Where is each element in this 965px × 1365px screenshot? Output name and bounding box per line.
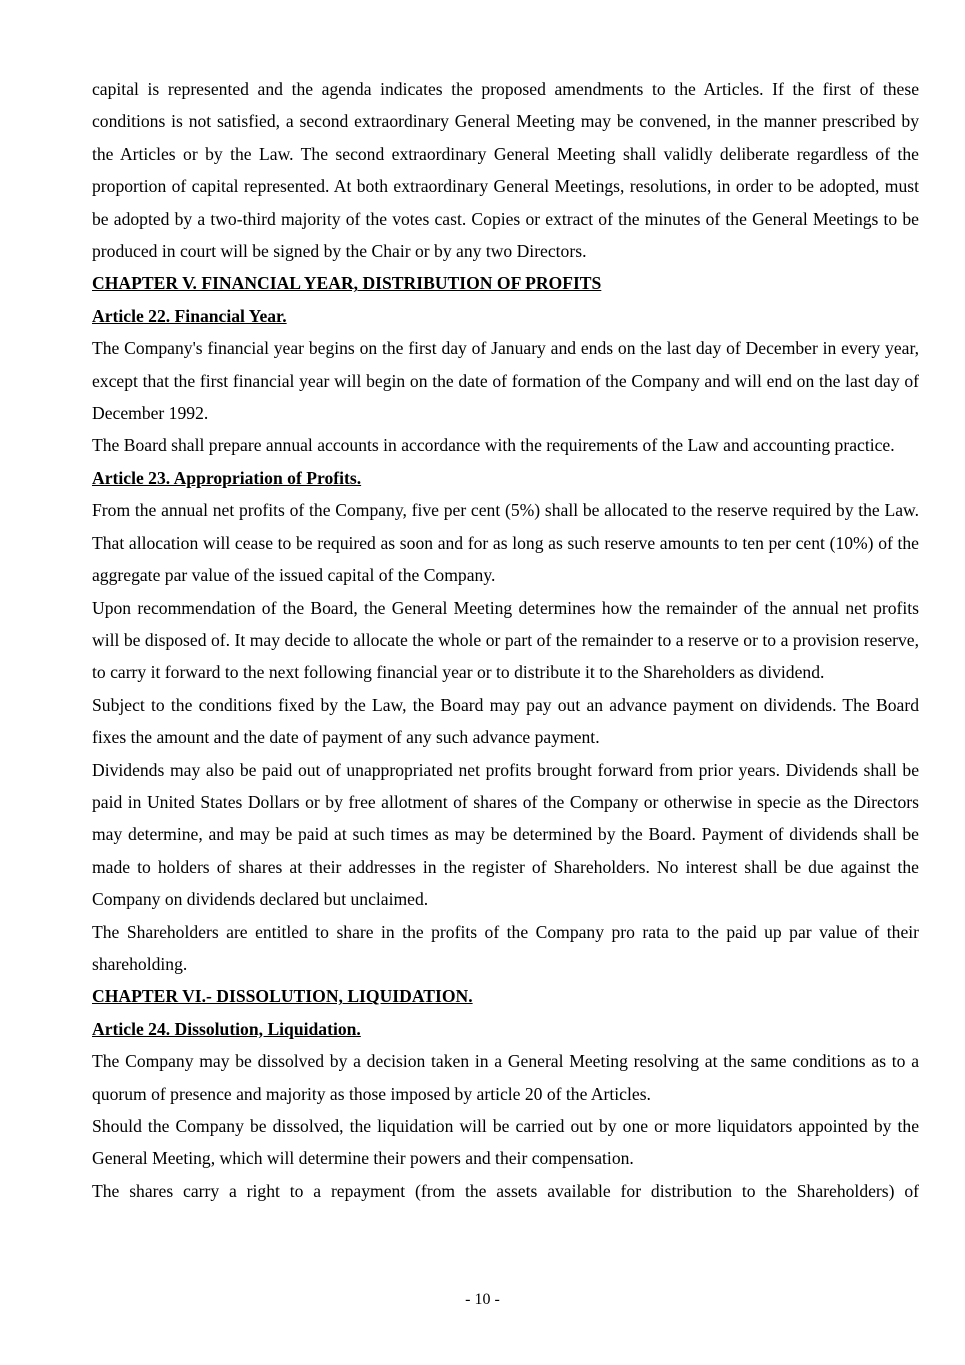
article-heading: Article 22. Financial Year. [92, 305, 287, 326]
document-body [92, 73, 919, 1207]
paragraph: Should the Company be dissolved, the liquidation will be carried out by one or more liquidators appointed by the General Meeting, which will determine their powers and their compensation. [92, 1116, 919, 1169]
chapter-heading: CHAPTER V. FINANCIAL YEAR, DISTRIBUTION OF PROFITS [92, 273, 602, 294]
paragraph: From the annual net profits of the Company, five per cent (5%) shall be allocated to the reserve required by the Law. That allocation will cease to be required as soon and for as long as such reserve amounts to ten per cent (10%) of the aggregate par value of the issued capital of the Company. [92, 500, 919, 586]
chapter-heading: CHAPTER VI.- DISSOLUTION, LIQUIDATION. [92, 986, 473, 1007]
paragraph: The Company's financial year begins on the first day of January and ends on the last day of December in every year, except that the first financial year will begin on the date of formation of the Company and will end on the last day of December 1992. [92, 338, 919, 424]
paragraph: The shares carry a right to a repayment (from the assets available for distribution to the Shareholders) of [92, 1180, 919, 1201]
paragraph: The Board shall prepare annual accounts in accordance with the requirements of the Law and accounting practice. [92, 435, 895, 456]
paragraph: The Shareholders are entitled to share in the profits of the Company pro rata to the paid up par value of their shareholding. [92, 921, 919, 974]
article-heading: Article 24. Dissolution, Liquidation. [92, 1018, 361, 1039]
paragraph: Dividends may also be paid out of unappropriated net profits brought forward from prior years. Dividends shall be paid in United States Dollars or by free allotment of shares of the Company or otherwise in specie as the Directors may determine, and may be paid at such times as may be determined by the Board. Payment of dividends shall be made to holders of shares at their addresses in the register of Shareholders. No interest shall be due against the Company on dividends declared but unclaimed. [92, 759, 919, 910]
page-number: - 10 - [465, 1291, 500, 1308]
paragraph: Subject to the conditions fixed by the Law, the Board may pay out an advance payment on dividends. The Board fixes the amount and the date of payment of any such advance payment. [92, 694, 919, 748]
paragraph: Upon recommendation of the Board, the General Meeting determines how the remainder of the annual net profits will be disposed of. It may decide to allocate the whole or part of the remainder to a reserve or to a provision reserve, to carry it forward to the next following financial year or to distribute it to the Shareholders as dividend. [92, 597, 919, 683]
paragraph: capital is represented and the agenda indicates the proposed amendments to the Articles. If the first of these conditions is not satisfied, a second extraordinary General Meeting may be convened, in the manner prescribed by the Articles or by the Law. The second extraordinary General Meeting shall validly deliberate regardless of the proportion of capital represented. At both extraordinary General Meetings, resolutions, in order to be adopted, must be adopted by a two-third majority of the votes cast. Copies or extract of the minutes of the General Meetings to be produced in court will be signed by the Chair or by any two Directors. [92, 79, 919, 262]
article-heading: Article 23. Appropriation of Profits. [92, 467, 362, 488]
paragraph: The Company may be dissolved by a decision taken in a General Meeting resolving at the same conditions as to a quorum of presence and majority as those imposed by article 20 of the Articles. [92, 1051, 919, 1104]
